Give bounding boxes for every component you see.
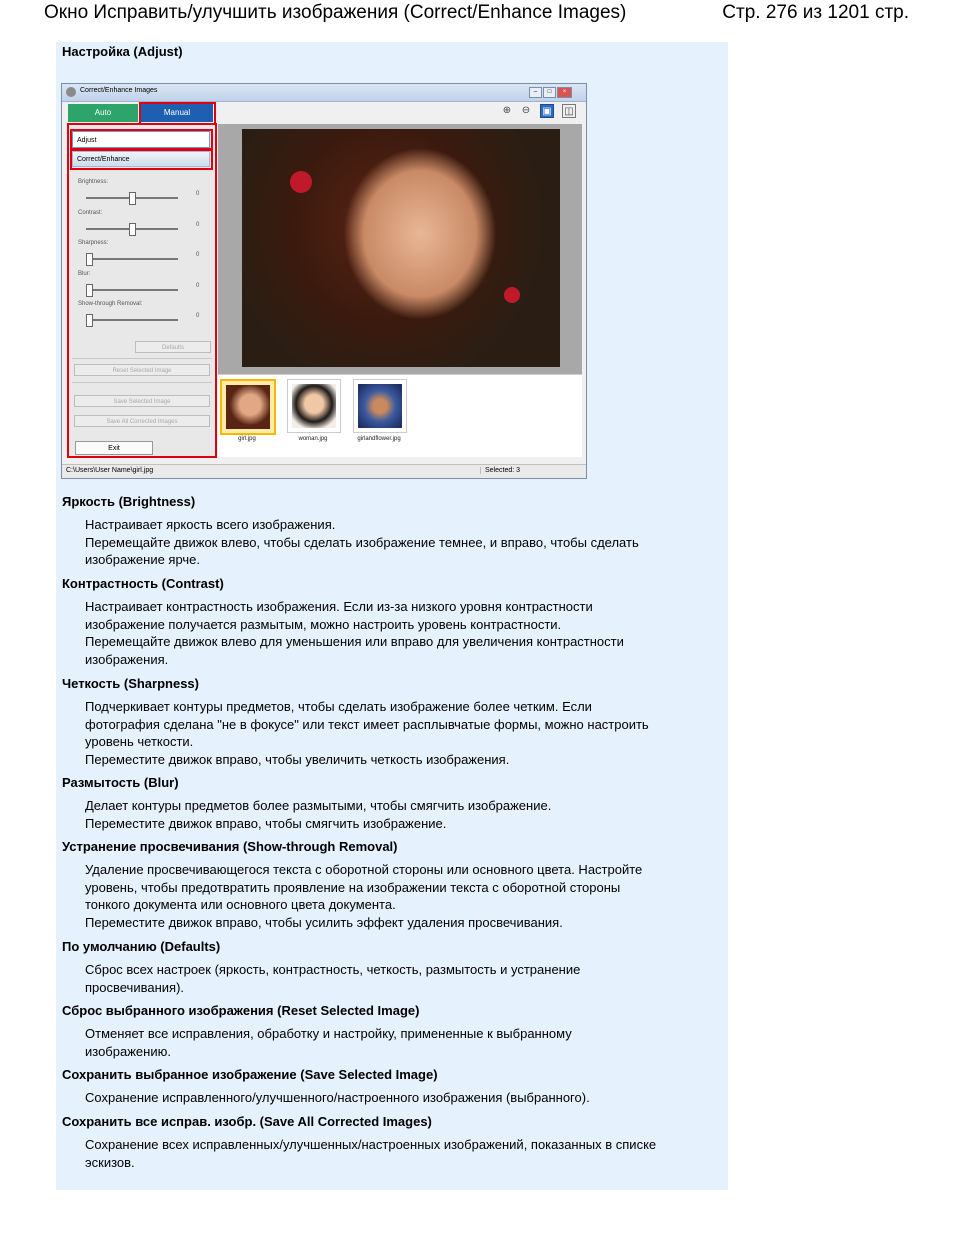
slider-label: Blur: (78, 270, 91, 277)
item-text (85, 516, 707, 569)
page-number: Стр. 276 из 1201 стр. (722, 2, 909, 23)
highlight-manual-tab (139, 102, 216, 125)
item-title: По умолчанию (Defaults) (62, 939, 221, 954)
item-line: уровень, чтобы предотвратить проявление на изображении текста с оборотной стороны (85, 879, 621, 895)
thumbnail-caption: girl.jpg (238, 436, 256, 442)
item-text (85, 861, 707, 931)
status-selected: Selected: 3 (480, 467, 520, 474)
exit-button[interactable]: Exit (75, 441, 153, 455)
item-line: эскизов. (85, 1154, 135, 1170)
window-title: Correct/Enhance Images (80, 87, 158, 94)
item-line: Переместите движок вправо, чтобы смягчить изображение. (85, 815, 447, 831)
slider-value: 0 (196, 191, 200, 197)
flower-shape (290, 171, 312, 193)
item-text (85, 1136, 707, 1171)
item-text (85, 1025, 707, 1060)
item-line: Переместите движок вправо, чтобы усилить эффект удаления просвечивания. (85, 914, 563, 930)
item-title: Контрастность (Contrast) (62, 576, 224, 591)
item-title: Сохранить все исправ. изобр. (Save All Corrected Images) (62, 1114, 432, 1129)
adjust-button[interactable]: Adjust (72, 131, 210, 148)
item-text (85, 961, 707, 996)
item-line: фотография сделана "не в фокусе" или текст имеет расплывчатые формы, можно настроить (85, 716, 649, 732)
item-text (85, 598, 707, 668)
item-line: Подчеркивает контуры предметов, чтобы сделать изображение более четким. Если (85, 699, 592, 714)
item-title: Яркость (Brightness) (62, 494, 196, 509)
item-line: изображению. (85, 1043, 171, 1059)
tab-manual[interactable]: Manual (141, 104, 213, 122)
item-title: Сохранить выбранное изображение (Save Selected Image) (62, 1067, 438, 1082)
item-text (85, 797, 707, 832)
highlight-correct-button (70, 149, 213, 170)
save-selected-image-button[interactable]: Save Selected Image (74, 395, 210, 407)
item-line: Отменяет все исправления, обработку и настройку, примененные к выбранному (85, 1026, 572, 1041)
correct-enhance-button[interactable]: Correct/Enhance (72, 151, 210, 167)
thumbnail-caption: girlandflower.jpg (357, 436, 401, 442)
save-all-corrected-images-button[interactable]: Save All Corrected Images (74, 415, 210, 427)
slider-value: 0 (196, 221, 200, 228)
item-text (85, 1089, 707, 1107)
item-line: изображение получается размытым, можно настроить уровень контрастности. (85, 616, 562, 632)
slider-value: 0 (196, 252, 200, 258)
item-line: Сохранение исправленного/улучшенного/настроенного изображения (выбранного). (85, 1090, 590, 1105)
thumbnail-strip (218, 374, 582, 457)
highlight-adjust-button (70, 129, 213, 150)
slider-label: Brightness: (78, 179, 109, 185)
thumbnail-image (358, 384, 402, 428)
thumbnail-woman[interactable] (287, 379, 341, 433)
item-line: Перемещайте движок влево, чтобы сделать изображение темнее, и вправо, чтобы сделать (85, 534, 639, 550)
zoom-in-icon[interactable]: ⊕ (502, 105, 512, 116)
item-line: Перемещайте движок влево для уменьшения или вправо для увеличения контрастности (85, 634, 624, 650)
item-line: Настраивает яркость всего изображения. (85, 517, 336, 532)
item-title: Устранение просвечивания (Show-through Removal) (62, 839, 398, 854)
item-line: Сохранение всех исправленных/улучшенных/настроенных изображений, показанных в списке (85, 1137, 657, 1152)
slider-label: Show-through Removal: (78, 301, 143, 307)
item-line: Сброс всех настроек (яркость, контрастность, четкость, размытость и устранение (85, 962, 581, 977)
preview-photo (242, 129, 560, 367)
item-title: Четкость (Sharpness) (62, 676, 199, 691)
reset-selected-image-button[interactable]: Reset Selected Image (74, 364, 210, 376)
thumbnail-image (292, 384, 336, 428)
flower-shape (504, 287, 520, 303)
thumbnail-girl[interactable] (220, 379, 276, 435)
zoom-out-icon[interactable]: ⊖ (521, 105, 531, 116)
app-icon (66, 87, 76, 97)
item-line: Удаление просвечивающегося текста с оборотной стороны или основного цвета. Настройте (85, 862, 643, 877)
item-title: Сброс выбранного изображения (Reset Selected Image) (62, 1003, 420, 1018)
item-line: уровень четкости. (85, 734, 194, 750)
slider-label: Contrast: (78, 209, 103, 216)
slider-value: 0 (196, 313, 200, 319)
compare-view-icon[interactable]: ◫ (562, 104, 576, 118)
status-path: C:\Users\User Name\girl.jpg (66, 467, 154, 474)
maximize-icon[interactable]: □ (543, 87, 556, 98)
thumbnail-girlandflower[interactable] (353, 379, 407, 433)
close-icon[interactable]: × (557, 87, 572, 98)
window-titlebar (62, 84, 586, 102)
item-line: просвечивания). (85, 979, 185, 995)
status-bar (62, 464, 586, 478)
item-title: Размытость (Blur) (62, 775, 179, 790)
minimize-icon[interactable]: – (529, 87, 542, 98)
thumbnail-image (226, 385, 270, 429)
defaults-button[interactable]: Defaults (135, 341, 211, 353)
highlight-settings-area (67, 123, 217, 458)
slider-label: Sharpness: (78, 240, 109, 246)
header-title: Окно Исправить/улучшить изображения (Correct/Enhance Images) (44, 2, 627, 23)
page-header (0, 0, 954, 30)
item-line: Делает контуры предметов более размытыми, чтобы смягчить изображение. (85, 798, 552, 813)
thumbnail-caption: woman.jpg (298, 436, 328, 442)
item-line: тонкого документа или основного цвета документа. (85, 897, 396, 913)
view-image-icon[interactable]: ▣ (540, 104, 554, 118)
item-line: изображение ярче. (85, 552, 201, 568)
item-line: Настраивает контрастность изображения. Если из-за низкого уровня контрастности (85, 599, 593, 614)
section-title: Настройка (Adjust) (62, 44, 183, 59)
item-line: Переместите движок вправо, чтобы увеличить четкость изображения. (85, 751, 510, 767)
app-window-screenshot (61, 83, 587, 479)
item-text (85, 698, 707, 768)
tab-auto[interactable]: Auto (68, 104, 138, 122)
item-line: изображения. (85, 651, 169, 667)
slider-value: 0 (196, 282, 200, 289)
